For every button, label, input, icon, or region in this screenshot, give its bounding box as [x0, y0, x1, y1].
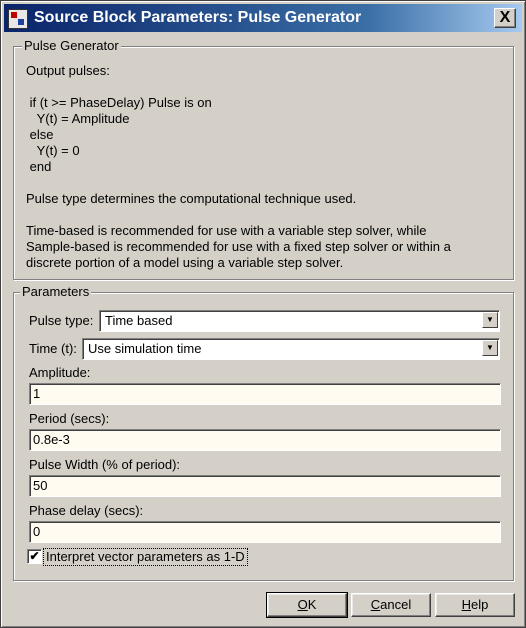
pulse-type-label: Pulse type: [29, 313, 94, 328]
interpret-vector-label[interactable]: Interpret vector parameters as 1-D [43, 548, 248, 566]
phase-delay-value: 0 [33, 524, 41, 539]
description-group [13, 38, 514, 280]
help-button[interactable] [435, 593, 515, 617]
pulse-width-field[interactable] [29, 475, 501, 497]
time-value: Use simulation time [88, 341, 202, 356]
description-line: Time-based is recommended for use with a variable step solver, while [26, 223, 427, 238]
pulse-type-value: Time based [105, 313, 173, 328]
period-value: 0.8e-3 [33, 432, 70, 447]
cancel-mnemonic: C [370, 597, 381, 612]
interpret-vector-checkbox[interactable]: ✔ [27, 549, 42, 564]
pulse-width-label: Pulse Width (% of period): [29, 457, 181, 472]
cancel-label-rest: ancel [380, 597, 412, 612]
description-line: else [26, 127, 54, 142]
ok-mnemonic: O [297, 597, 308, 612]
ok-label-rest: K [307, 597, 317, 612]
simulink-block-icon [8, 9, 28, 29]
title-bar[interactable] [4, 4, 522, 32]
period-label: Period (secs): [29, 411, 110, 426]
window-title: Source Block Parameters: Pulse Generator [34, 9, 362, 26]
description-line: Pulse type determines the computational technique used. [26, 191, 357, 206]
close-button[interactable]: X [494, 8, 516, 28]
ok-button[interactable] [267, 593, 347, 617]
description-group-label: Pulse Generator [24, 38, 119, 53]
phase-delay-field[interactable] [29, 521, 501, 543]
description-line: discrete portion of a model using a variable step solver. [26, 255, 344, 270]
period-field[interactable] [29, 429, 501, 451]
amplitude-label: Amplitude: [29, 365, 91, 380]
time-select[interactable] [82, 338, 500, 360]
time-label: Time (t): [29, 341, 77, 356]
pulse-width-value: 50 [33, 478, 48, 493]
help-label-rest: elp [471, 597, 489, 612]
help-mnemonic: H [461, 597, 472, 612]
pulse-type-select[interactable] [99, 310, 500, 332]
description-line: Y(t) = Amplitude [26, 111, 130, 126]
amplitude-field[interactable] [29, 383, 501, 405]
description-line: Y(t) = 0 [26, 143, 80, 158]
description-line: end [26, 159, 52, 174]
chevron-down-icon[interactable]: ▼ [482, 340, 498, 356]
phase-delay-label: Phase delay (secs): [29, 503, 144, 518]
amplitude-value: 1 [33, 386, 41, 401]
description-line: if (t >= PhaseDelay) Pulse is on [26, 95, 212, 110]
chevron-down-icon[interactable]: ▼ [482, 312, 498, 328]
description-line: Sample-based is recommended for use with a fixed step solver or within a [26, 239, 451, 254]
parameters-group-label: Parameters [22, 284, 90, 299]
description-line: Output pulses: [26, 63, 110, 78]
cancel-button[interactable] [351, 593, 431, 617]
